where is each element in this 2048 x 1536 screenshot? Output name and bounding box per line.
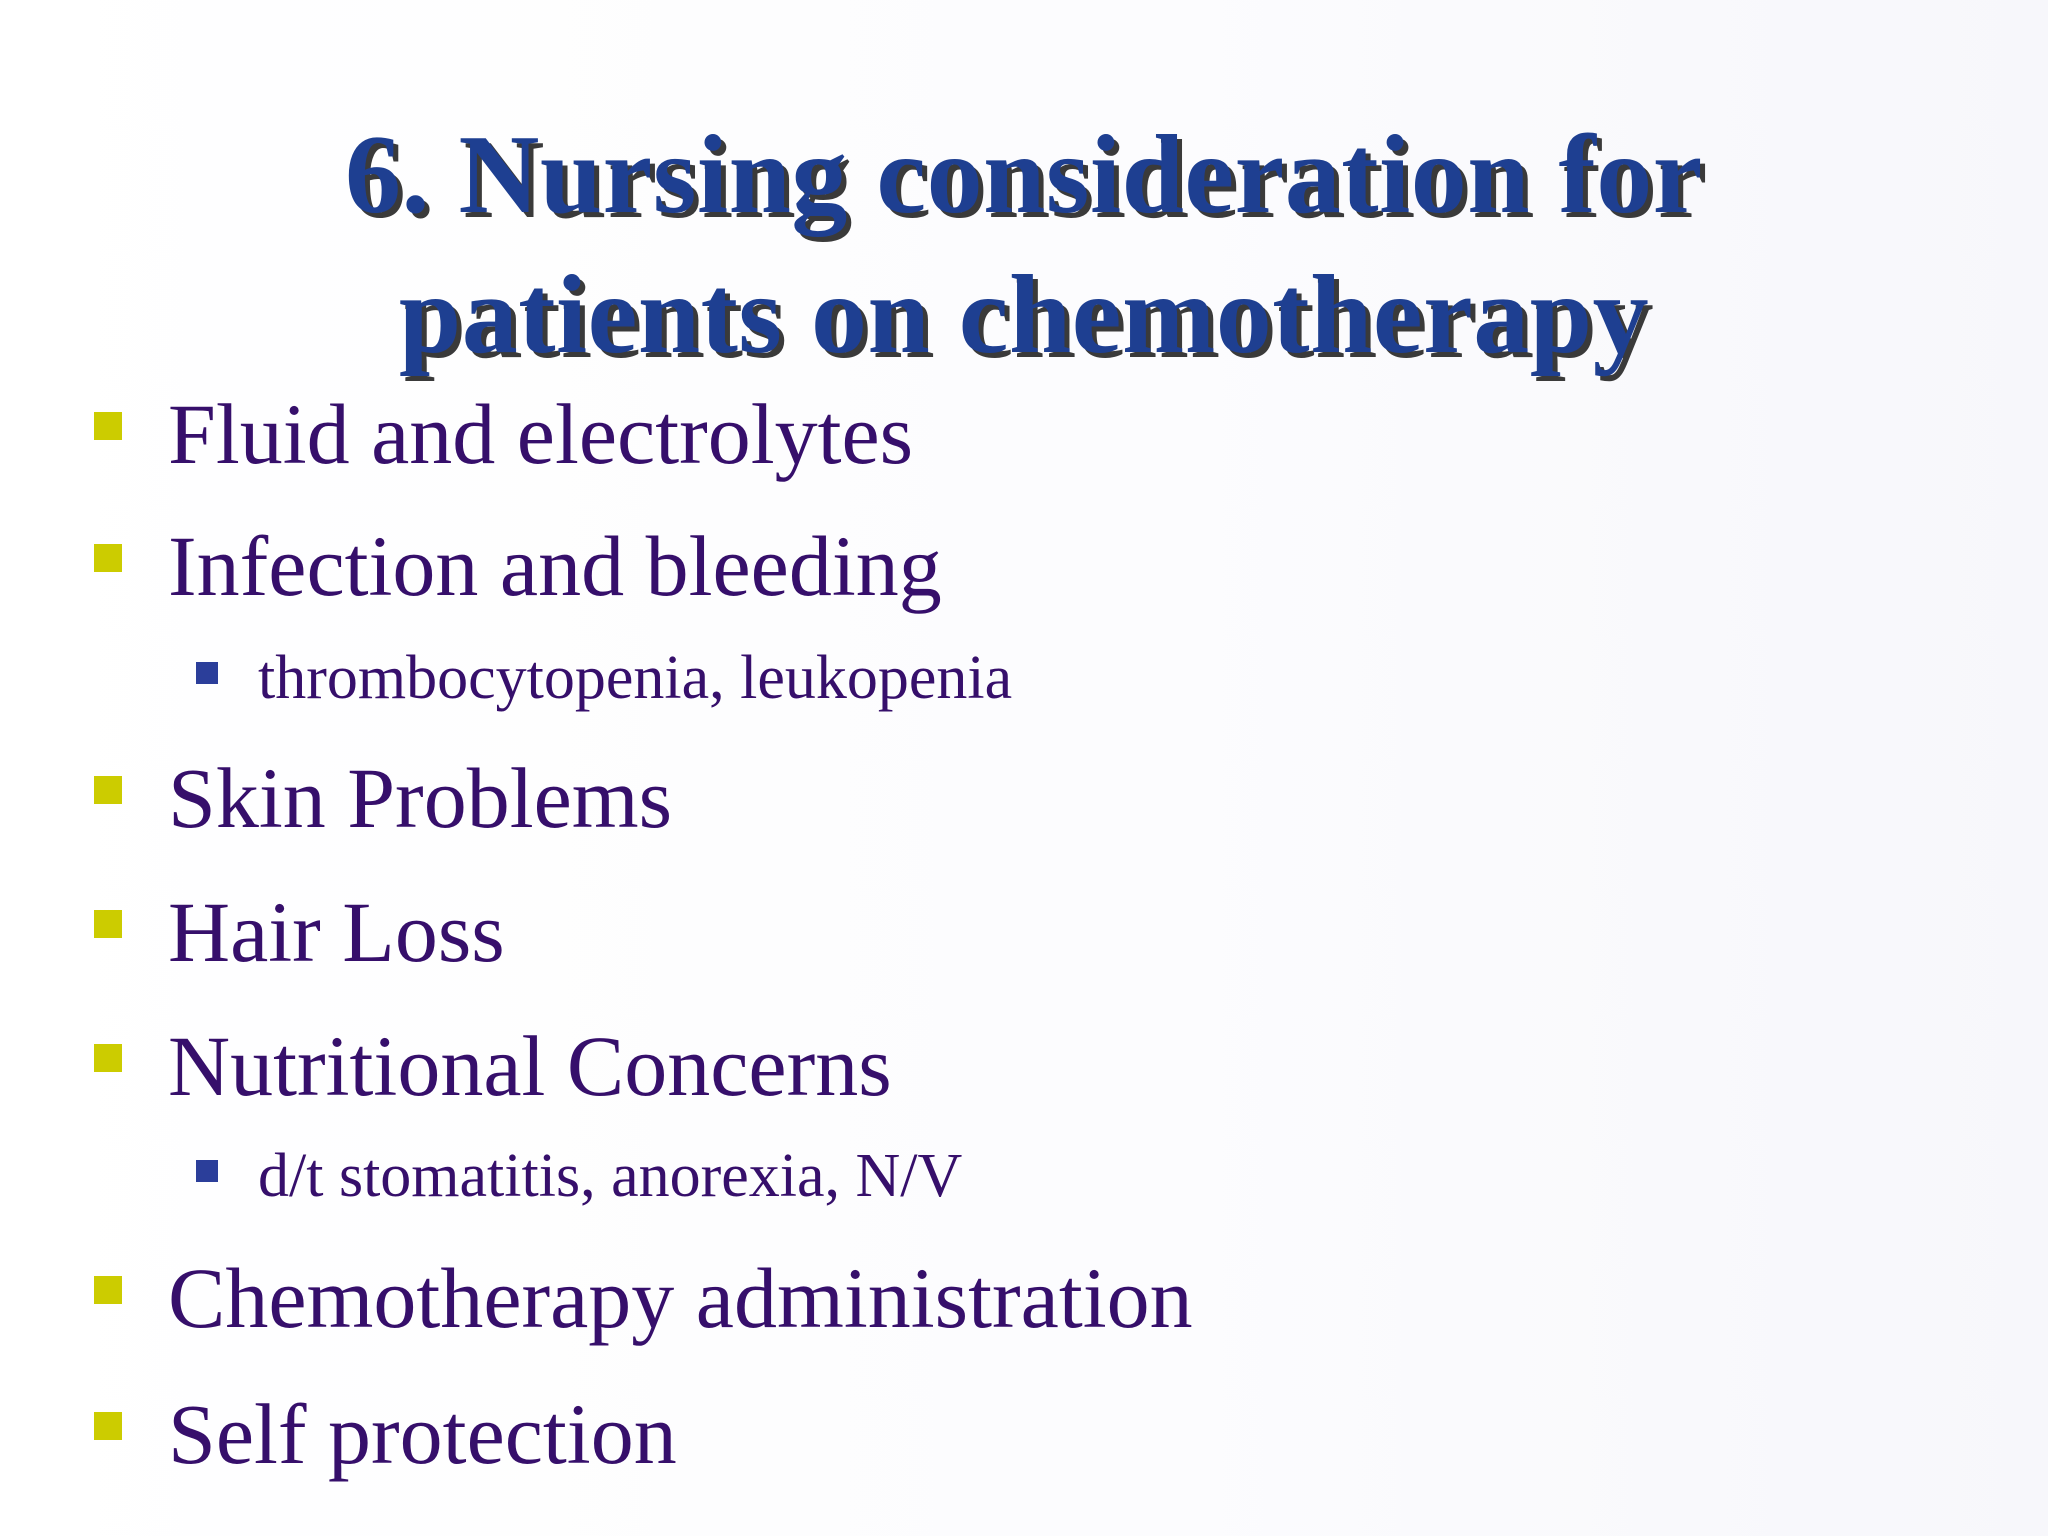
small-square-bullet-icon [196,1160,218,1182]
small-square-bullet-icon [196,662,218,684]
title-line-2: patients on chemotherapy [398,253,1650,378]
bullet-text: Nutritional Concerns [168,1018,892,1114]
sub-bullet-item [258,1138,962,1214]
bullet-text: Chemotherapy administration [168,1250,1193,1346]
title-line-1: 6. Nursing consideration for [345,113,1703,238]
sub-bullet-text: d/t stomatitis, anorexia, N/V [258,1142,963,1210]
bullet-item [168,384,913,484]
bullet-item [168,1384,677,1484]
square-bullet-icon [94,412,122,440]
bullet-item [168,1016,892,1116]
square-bullet-icon [94,776,122,804]
square-bullet-icon [94,1412,122,1440]
square-bullet-icon [94,1044,122,1072]
bullet-text: Skin Problems [168,750,673,846]
bullet-text: Infection and bleeding [168,518,942,614]
bullet-item [168,748,672,848]
bullet-item [168,882,505,982]
bullet-text: Hair Loss [168,884,505,980]
bullet-text: Fluid and electrolytes [168,386,914,482]
sub-bullet-item [258,640,1012,716]
square-bullet-icon [94,544,122,572]
bullet-item [168,1248,1193,1348]
sub-bullet-text: thrombocytopenia, leukopenia [258,644,1013,712]
square-bullet-icon [94,910,122,938]
square-bullet-icon [94,1276,122,1304]
bullet-item [168,516,942,616]
bullet-text: Self protection [168,1386,677,1482]
